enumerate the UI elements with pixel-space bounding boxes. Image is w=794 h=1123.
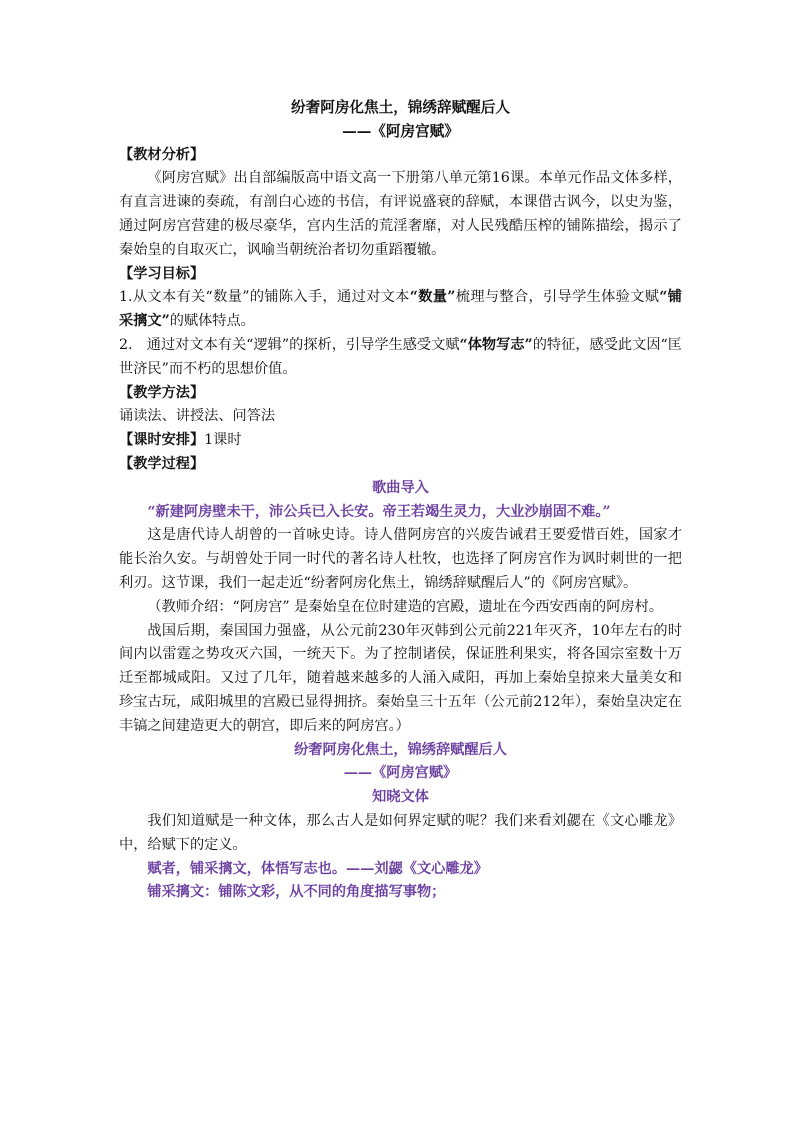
goal-1 xyxy=(119,286,682,334)
intro-paragraph: 这是唐代诗人胡曾的一首咏史诗。诗人借阿房宫的兴废告诫君王要爱惜百姓，国家才能长治久安。与胡曾处于同一时代的著名诗人杜牧，也选择了阿房宫作为讽时刺世的一把利刃。这节课，我们一起走近“纷奢阿房化焦土，锦绣辞赋醒后人”的《阿房宫赋》。 xyxy=(119,527,682,591)
document-body xyxy=(119,96,682,905)
goal-1-emphasis-b: “铺采摛文” xyxy=(119,289,682,330)
goal-2 xyxy=(119,334,682,382)
genre-paragraph: 我们知道赋是一种文体，那么古人是如何界定赋的呢？我们来看刘勰在《文心雕龙》中，给赋下的定义。 xyxy=(119,812,682,853)
goal-2-text-a: 2. 通过对文本有关“逻辑”的探析，引导学生感受文赋 xyxy=(119,336,460,353)
methods-text: 诵读法、讲授法、问答法 xyxy=(119,408,276,425)
page-subtitle: ——《阿房宫赋》 xyxy=(342,122,459,140)
goal-2-emphasis: “体物写志” xyxy=(459,336,533,353)
analysis-heading: 【教材分析】 xyxy=(119,146,205,163)
genre-heading: 知晓文体 xyxy=(372,789,429,806)
section-subtitle-repeat: ——《阿房宫赋》 xyxy=(343,765,458,782)
teacher-note: （教师介绍：“阿房宫” 是秦始皇在位时建造的宫殿，遗址在今西安西南的阿房村。 xyxy=(147,598,663,615)
poem-quote: “新建阿房壁未干，沛公兵已入长安。帝王若竭生灵力，大业沙崩固不难。” xyxy=(147,503,611,520)
goals-heading: 【学习目标】 xyxy=(119,265,205,282)
methods-heading: 【教学方法】 xyxy=(119,384,205,401)
schedule-heading: 【课时安排】 xyxy=(119,432,205,449)
goal-1-text-a: 1.从文本有关“数量”的铺陈入手，通过对文本 xyxy=(119,289,410,306)
goal-1-emphasis-a: “数量” xyxy=(409,289,456,306)
intro-heading: 歌曲导入 xyxy=(372,479,429,496)
goal-1-text-c: 的赋体特点。 xyxy=(169,313,255,330)
process-heading: 【教学过程】 xyxy=(119,455,205,472)
definition-quote: 赋者，铺采摛文，体悟写志也。——刘勰《文心雕龙》 xyxy=(147,860,488,877)
section-title-repeat: 纷奢阿房化焦土，锦绣辞赋醒后人 xyxy=(294,741,507,758)
page-title: 纷奢阿房化焦土，锦绣辞赋醒后人 xyxy=(291,99,510,116)
schedule-text: 1课时 xyxy=(204,432,242,449)
schedule-line xyxy=(119,429,682,453)
goal-2-text-b: 的特征，感受此文因“匡世济民”而不朽的思想价值。 xyxy=(119,336,682,377)
analysis-paragraph: 《阿房宫赋》出自部编版高中语文高一下册第八单元第16课。本单元作品文体多样，有直言进谏的奏疏，有剖白心迹的书信，有评说盛衰的辞赋，本课借古讽今，以史为鉴，通过阿房宫营建的极尽豪华，宫内生活的荒淫奢靡，对人民残酷压榨的铺陈描绘，揭示了秦始皇的自取灭亡，讽喻当朝统治者切勿重蹈覆辙。 xyxy=(119,170,682,258)
goal-1-text-b: 梳理与整合，引导学生体验文赋 xyxy=(455,289,660,306)
history-paragraph: 战国后期，秦国国力强盛，从公元前230年灭韩到公元前221年灭齐，10年左右的时间内以雷霆之势攻灭六国，一统天下。为了控制诸侯，保证胜利果实，将各国宗室数十万迁至都城咸阳。又过了几年，随着越来越多的人涌入咸阳，再加上秦始皇掠来大量美女和珍宝古玩，咸阳城里的宫殿已显得拥挤。秦始皇三十五年（公元前212年），秦始皇决定在丰镐之间建造更大的朝宫，即后来的阿房宫。） xyxy=(119,622,682,734)
term-definition: 铺采摛文：铺陈文彩，从不同的角度描写事物； xyxy=(147,884,446,901)
